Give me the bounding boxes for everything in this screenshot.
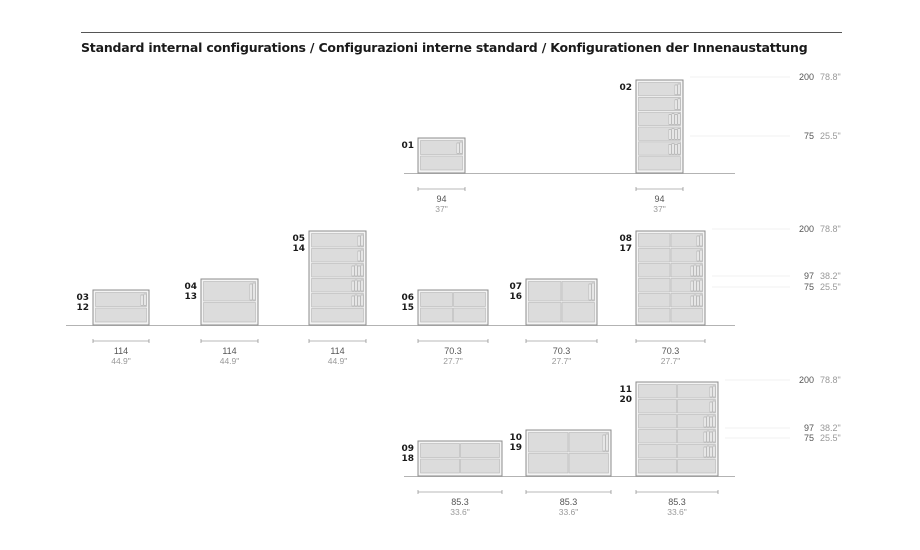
binder-icon — [457, 143, 459, 154]
binder-icon — [704, 432, 706, 442]
width-cm-label: 85.3 — [451, 497, 469, 507]
width-in-label: 33.6" — [667, 507, 687, 517]
config-number: 11 — [619, 385, 632, 395]
width-in-label: 27.7" — [443, 356, 463, 366]
cabinet-compartment — [312, 249, 364, 263]
binder-icon — [700, 265, 702, 276]
binder-icon — [694, 265, 696, 276]
config-number: 17 — [619, 244, 632, 254]
binder-icon — [697, 266, 699, 276]
config-number: 10 — [509, 433, 522, 443]
binder-icon — [358, 266, 360, 276]
width-cm-label: 85.3 — [668, 497, 686, 507]
binder-icon — [358, 296, 360, 306]
cabinet-compartment — [639, 400, 677, 414]
binder-icon — [678, 143, 680, 154]
cabinet-unit — [636, 231, 705, 325]
binder-icon — [672, 114, 674, 125]
cabinet-unit — [636, 382, 718, 476]
binder-icon — [250, 284, 252, 300]
width-cm-label: 70.3 — [552, 346, 571, 356]
cabinet-compartment — [639, 385, 677, 399]
binder-icon — [700, 235, 702, 246]
binder-icon — [592, 283, 594, 300]
binder-icon — [691, 281, 693, 291]
cabinet-compartment — [454, 293, 486, 307]
width-in-label: 33.6" — [450, 507, 470, 517]
cabinet-compartment — [639, 415, 677, 429]
cabinet-compartment — [529, 282, 562, 302]
config-number: 08 — [619, 234, 632, 244]
cabinet-compartment — [569, 454, 609, 474]
cabinet-compartment — [639, 157, 681, 170]
binder-icon — [361, 250, 363, 261]
cabinet-compartment — [312, 309, 364, 323]
width-cm-label: 114 — [113, 346, 129, 356]
cabinet-compartment — [639, 430, 677, 444]
width-cm-label: 70.3 — [444, 346, 462, 356]
width-cm-label: 94 — [654, 194, 665, 204]
binder-icon — [603, 435, 605, 451]
binder-icon — [669, 144, 671, 154]
width-cm-label: 114 — [330, 346, 345, 356]
binder-icon — [675, 85, 677, 95]
width-in-label: 44.9" — [327, 356, 348, 366]
binder-icon — [700, 295, 702, 306]
cabinet-compartment — [639, 234, 671, 248]
cabinet-unit — [418, 441, 502, 476]
binder-icon — [672, 143, 674, 154]
cabinet-compartment — [421, 308, 453, 322]
height-mark-in: 25.5" — [820, 282, 841, 292]
width-in-label: 37" — [653, 204, 666, 214]
binder-icon — [352, 296, 354, 306]
cabinet-compartment — [421, 444, 460, 458]
cabinet-compartment — [454, 308, 486, 322]
height-mark-in: 78.8" — [820, 224, 841, 234]
binder-icon — [710, 417, 712, 427]
cabinet-compartment — [96, 293, 147, 307]
binder-icon — [697, 236, 699, 246]
config-number: 20 — [619, 395, 632, 405]
config-number: 02 — [619, 83, 632, 93]
width-in-label: 44.9" — [219, 356, 240, 366]
cabinet-compartment — [639, 83, 681, 96]
height-mark-in: 38.2" — [820, 271, 841, 281]
cabinet-compartment — [529, 433, 569, 453]
height-mark-cm: 75 — [803, 433, 814, 443]
binder-icon — [704, 417, 706, 427]
cabinet-compartment — [639, 445, 677, 459]
binder-icon — [358, 251, 360, 261]
width-cm-label: 85.3 — [559, 497, 578, 507]
config-number: 07 — [509, 282, 522, 292]
cabinet-compartment — [639, 97, 681, 110]
binder-icon — [355, 295, 357, 306]
config-number: 06 — [401, 293, 414, 303]
binder-icon — [678, 84, 680, 95]
width-in-label: 27.7" — [551, 356, 572, 366]
cabinet-unit — [201, 279, 258, 325]
width-in-label: 33.6" — [558, 507, 579, 517]
cabinet-unit — [636, 80, 683, 173]
binder-icon — [707, 416, 709, 427]
binder-icon — [691, 266, 693, 276]
config-number: 15 — [401, 303, 414, 313]
height-mark-in: 25.5" — [820, 433, 841, 443]
binder-icon — [675, 130, 677, 140]
config-number: 05 — [292, 234, 305, 244]
binder-icon — [361, 265, 363, 276]
cabinet-compartment — [204, 282, 256, 302]
binder-icon — [678, 129, 680, 140]
binder-icon — [694, 295, 696, 306]
binder-icon — [694, 280, 696, 291]
height-mark-in: 25.5" — [820, 131, 841, 141]
config-number: 12 — [76, 303, 89, 313]
binder-icon — [352, 266, 354, 276]
binder-icon — [713, 431, 715, 442]
cabinet-compartment — [569, 433, 609, 453]
binder-icon — [691, 296, 693, 306]
binder-icon — [707, 446, 709, 457]
binder-icon — [678, 114, 680, 125]
binder-icon — [589, 284, 591, 300]
cabinet-unit — [526, 279, 597, 325]
binder-icon — [713, 401, 715, 412]
binder-icon — [704, 447, 706, 457]
cabinet-unit — [418, 138, 465, 173]
height-mark-cm: 200 — [798, 224, 814, 234]
binder-icon — [361, 295, 363, 306]
cabinet-compartment — [421, 293, 453, 307]
height-mark-cm: 200 — [798, 72, 814, 82]
config-number: 03 — [76, 293, 89, 303]
config-number: 04 — [184, 282, 197, 292]
cabinet-compartment — [421, 156, 463, 170]
binder-icon — [669, 130, 671, 140]
binder-icon — [355, 265, 357, 276]
binder-icon — [141, 295, 143, 306]
cabinet-compartment — [639, 294, 671, 308]
binder-icon — [669, 115, 671, 125]
binder-icon — [352, 281, 354, 291]
height-mark-cm: 97 — [803, 423, 814, 433]
cabinet-compartment — [96, 308, 147, 322]
binder-icon — [675, 144, 677, 154]
binder-icon — [675, 115, 677, 125]
binder-icon — [697, 281, 699, 291]
binder-icon — [675, 100, 677, 110]
config-number: 01 — [401, 141, 414, 151]
cabinet-compartment — [312, 234, 364, 248]
cabinet-unit — [526, 430, 611, 476]
cabinet-compartment — [421, 141, 463, 155]
height-mark-cm: 75 — [803, 282, 814, 292]
height-mark-in: 78.8" — [820, 72, 841, 82]
binder-icon — [253, 283, 255, 300]
cabinet-unit — [418, 290, 488, 325]
config-number: 19 — [509, 443, 522, 453]
binder-icon — [358, 281, 360, 291]
binder-icon — [697, 251, 699, 261]
binder-icon — [713, 386, 715, 397]
binder-icon — [678, 99, 680, 110]
binder-icon — [713, 446, 715, 457]
binder-icon — [713, 416, 715, 427]
height-mark-cm: 97 — [803, 271, 814, 281]
binder-icon — [606, 434, 608, 451]
cabinet-compartment — [562, 303, 595, 323]
width-in-label: 37" — [435, 204, 448, 214]
cabinet-compartment — [529, 454, 569, 474]
page-title: Standard internal configurations / Configurazioni interne standard / Konfigurationen der Innenaustattung — [81, 40, 808, 55]
cabinet-compartment — [639, 264, 671, 278]
cabinet-compartment — [639, 460, 677, 474]
binder-icon — [707, 431, 709, 442]
binder-icon — [697, 296, 699, 306]
cabinet-compartment — [461, 459, 500, 473]
cabinet-unit — [93, 290, 149, 325]
width-cm-label: 94 — [436, 194, 447, 204]
binder-icon — [361, 280, 363, 291]
height-mark-cm: 200 — [798, 375, 814, 385]
cabinet-compartment — [639, 309, 671, 323]
binder-icon — [710, 387, 712, 397]
binder-icon — [672, 129, 674, 140]
cabinet-unit — [309, 231, 366, 325]
binder-icon — [710, 432, 712, 442]
height-mark-cm: 75 — [803, 131, 814, 141]
binder-icon — [361, 235, 363, 246]
binder-icon — [460, 142, 462, 154]
binder-icon — [710, 447, 712, 457]
binder-icon — [355, 280, 357, 291]
cabinet-compartment — [461, 444, 500, 458]
config-number: 13 — [184, 292, 197, 302]
cabinet-compartment — [639, 279, 671, 293]
config-number: 18 — [401, 454, 414, 464]
config-number: 14 — [292, 244, 305, 254]
height-mark-in: 38.2" — [820, 423, 841, 433]
cabinet-compartment — [529, 303, 562, 323]
width-in-label: 44.9" — [111, 356, 131, 366]
cabinet-compartment — [421, 459, 460, 473]
binder-icon — [144, 294, 146, 306]
height-mark-in: 78.8" — [820, 375, 841, 385]
cabinet-compartment — [678, 460, 716, 474]
binder-icon — [358, 236, 360, 246]
cabinet-compartment — [671, 309, 703, 323]
binder-icon — [700, 280, 702, 291]
width-cm-label: 70.3 — [661, 346, 680, 356]
width-cm-label: 114 — [222, 346, 237, 356]
cabinet-compartment — [639, 249, 671, 263]
width-in-label: 27.7" — [660, 356, 681, 366]
cabinet-compartment — [204, 303, 256, 323]
config-number: 09 — [401, 444, 414, 454]
config-number: 16 — [509, 292, 522, 302]
binder-icon — [710, 402, 712, 412]
binder-icon — [700, 250, 702, 261]
